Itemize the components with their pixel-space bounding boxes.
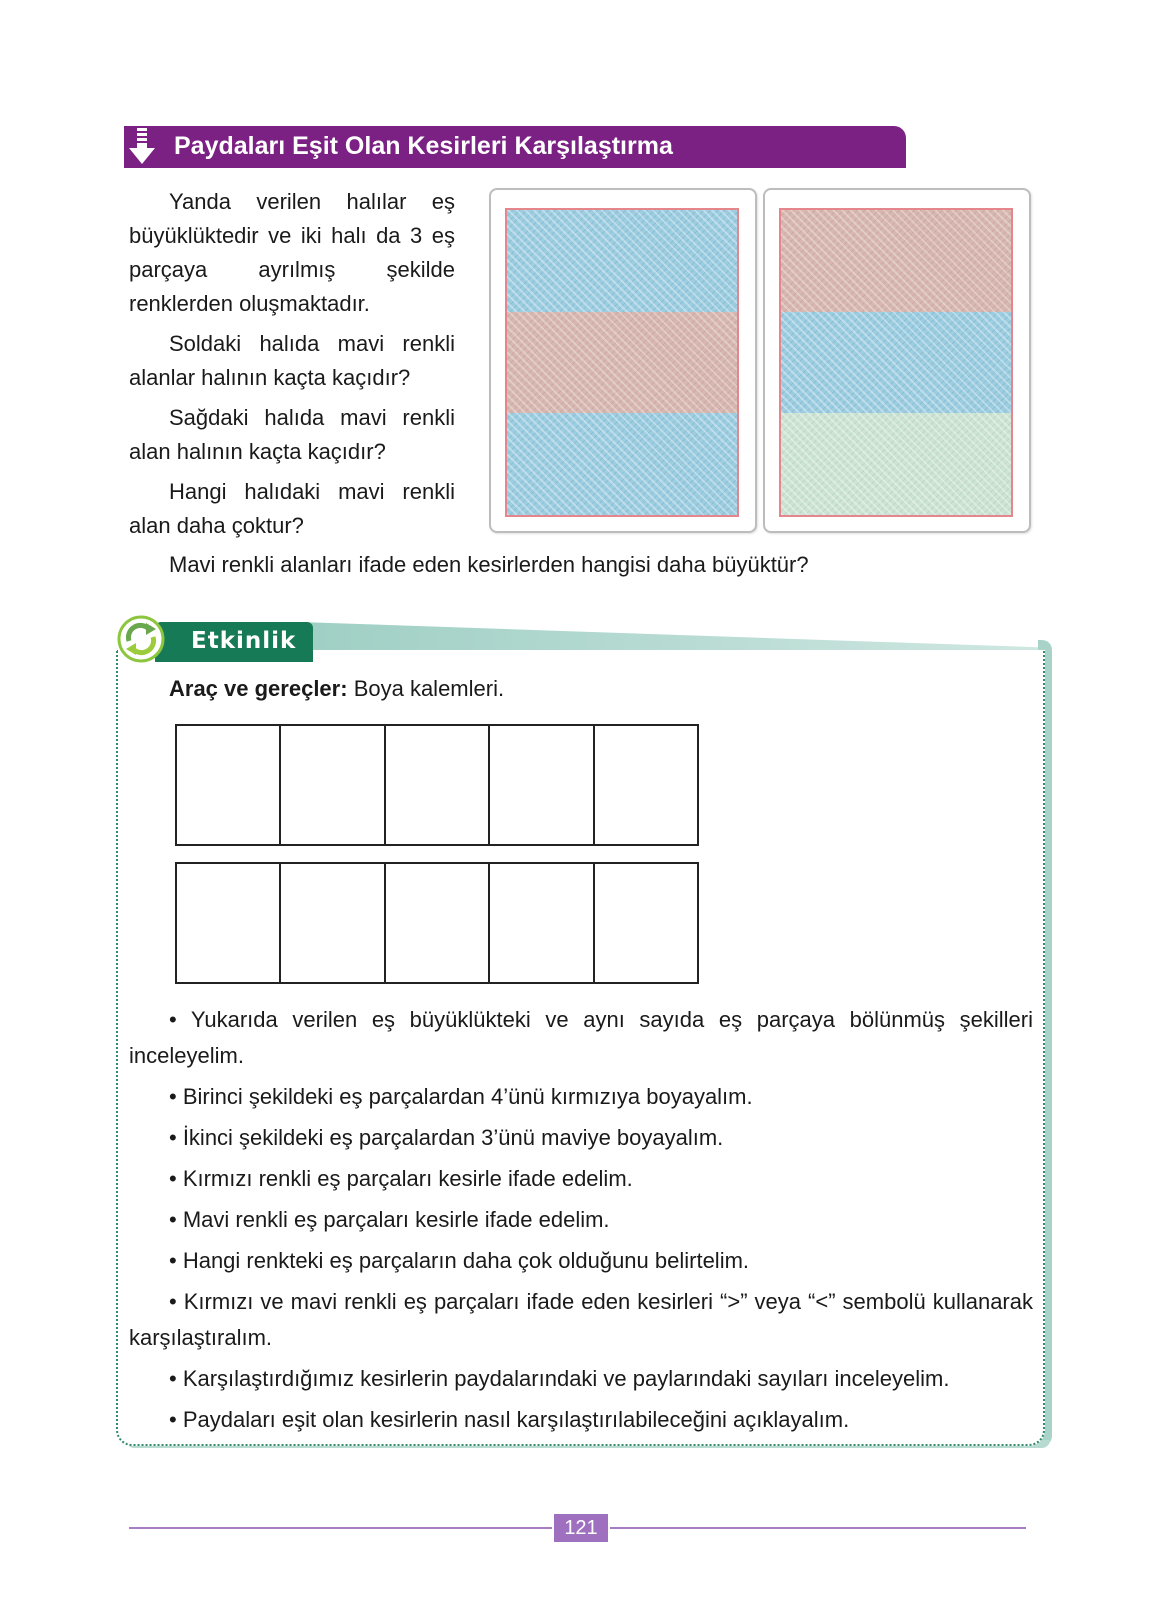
section-banner — [124, 126, 906, 168]
instruction-item: • Paydaları eşit olan kesirlerin nasıl karşılaştırılabileceğini açıklayalım. — [169, 1407, 850, 1432]
grid-cell[interactable] — [177, 726, 281, 844]
left-carpet — [505, 208, 739, 517]
grid-cell[interactable] — [386, 726, 490, 844]
instruction-item: • Karşılaştırdığımız kesirlerin paydalarındaki ve paylarındaki sayıları inceleyelim. — [169, 1366, 950, 1391]
activity-header-strip — [300, 622, 1045, 652]
grid-cell[interactable] — [281, 726, 385, 844]
section-title: Paydaları Eşit Olan Kesirleri Karşılaştırma — [174, 132, 673, 160]
fraction-grid-2 — [175, 862, 699, 984]
grid-cell[interactable] — [177, 864, 281, 982]
footer-line-left — [129, 1527, 552, 1529]
right-carpet — [779, 208, 1013, 517]
intro-question: Mavi renkli alanları ifade eden kesirlerden hangisi daha büyüktür? — [169, 552, 809, 577]
left-carpet-stripe-1 — [507, 210, 737, 312]
grid-cell[interactable] — [595, 726, 697, 844]
right-carpet-stripe-2 — [781, 312, 1011, 414]
down-arrow-icon — [126, 126, 158, 168]
left-carpet-stripe-3 — [507, 413, 737, 515]
fraction-grid-1 — [175, 724, 699, 846]
right-carpet-frame — [763, 188, 1031, 533]
intro-paragraph: Soldaki halıda mavi renkli alanlar halının kaçta kaçıdır? — [129, 331, 455, 390]
right-carpet-stripe-3 — [781, 413, 1011, 515]
grid-cell[interactable] — [281, 864, 385, 982]
activity-instructions — [129, 1002, 1033, 1443]
intro-paragraph: Yanda verilen halılar eş büyüklüktedir ve iki halı da 3 eş parçaya ayrılmış şekilde renklerden oluşmaktadır. — [129, 189, 455, 316]
materials-value: Boya kalemleri. — [353, 676, 505, 701]
grid-cell[interactable] — [386, 864, 490, 982]
activity-tab — [155, 622, 313, 662]
recycle-arrows-icon — [116, 614, 166, 664]
intro-text — [129, 185, 455, 549]
instruction-item: • İkinci şekildeki eş parçalardan 3’ünü maviye boyayalım. — [169, 1125, 724, 1150]
materials-label: Araç ve gereçler: — [169, 676, 348, 701]
instruction-item: • Yukarıda verilen eş büyüklükteki ve aynı sayıda eş parçaya bölünmüş şekilleri inceleyelim. — [129, 1007, 1033, 1068]
instruction-item: • Birinci şekildeki eş parçalardan 4’ünü kırmızıya boyayalım. — [169, 1084, 753, 1109]
instruction-item: • Kırmızı ve mavi renkli eş parçaları ifade eden kesirleri “>” veya “<” sembolü kullanarak karşılaştıralım. — [129, 1289, 1033, 1350]
left-carpet-stripe-2 — [507, 312, 737, 414]
footer-line-right — [610, 1527, 1026, 1529]
instruction-item: • Kırmızı renkli eş parçaları kesirle ifade edelim. — [169, 1166, 633, 1191]
instruction-item: • Mavi renkli eş parçaları kesirle ifade edelim. — [169, 1207, 610, 1232]
page-number: 121 — [554, 1514, 608, 1542]
right-carpet-stripe-1 — [781, 210, 1011, 312]
intro-paragraph: Sağdaki halıda mavi renkli alan halının kaçta kaçıdır? — [129, 405, 455, 464]
activity-tab-label: Etkinlik — [191, 628, 297, 654]
left-carpet-frame — [489, 188, 757, 533]
intro-paragraph: Hangi halıdaki mavi renkli alan daha çoktur? — [129, 479, 455, 538]
grid-cell[interactable] — [490, 864, 594, 982]
grid-cell[interactable] — [595, 864, 697, 982]
instruction-item: • Hangi renkteki eş parçaların daha çok olduğunu belirtelim. — [169, 1248, 750, 1273]
grid-cell[interactable] — [490, 726, 594, 844]
materials-line — [169, 676, 504, 702]
